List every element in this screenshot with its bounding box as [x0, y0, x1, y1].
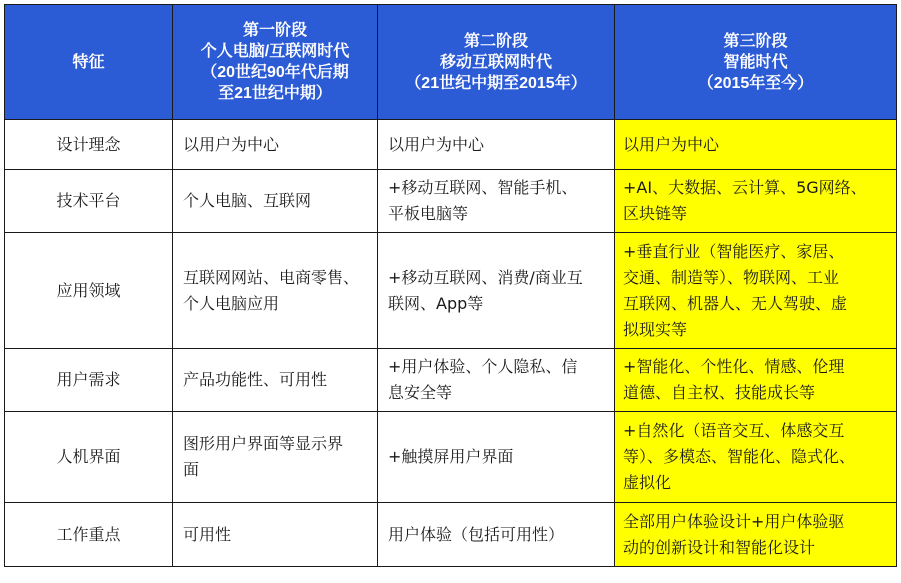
row-feature: 应用领域: [5, 233, 173, 349]
header-stage-1-line: 个人电脑/互联网时代: [200, 43, 350, 60]
stage-2-cell: +触摸屏用户界面: [378, 412, 615, 503]
stage-1-cell: 可用性: [173, 503, 378, 567]
stage-1-cell: 图形用户界面等显示界 面: [173, 412, 378, 503]
header-stage-1-line: （20世纪90年代后期: [201, 64, 349, 81]
table-row: [5, 349, 897, 412]
table-row: [5, 503, 897, 567]
header-feature: 特征: [5, 5, 173, 120]
stage-3-cell: +自然化（语音交互、体感交互 等）、多模态、智能化、隐式化、 虚拟化: [615, 412, 897, 503]
stage-3-cell: +智能化、个性化、情感、伦理 道德、自主权、技能成长等: [615, 349, 897, 412]
stage-3-cell: 以用户为中心: [615, 120, 897, 170]
stage-2-cell: 用户体验（包括可用性）: [378, 503, 615, 567]
table-row: [5, 412, 897, 503]
stage-2-cell: +用户体验、个人隐私、信 息安全等: [378, 349, 615, 412]
stage-comparison-table: [4, 4, 897, 567]
header-stage-3: [615, 5, 897, 120]
stage-3-cell: +AI、大数据、云计算、5G网络、 区块链等: [615, 170, 897, 233]
stage-1-cell: 互联网网站、电商零售、 个人电脑应用: [173, 233, 378, 349]
header-stage-1-line: 至21世纪中期）: [218, 85, 332, 102]
stage-1-cell: 个人电脑、互联网: [173, 170, 378, 233]
header-stage-2: [378, 5, 615, 120]
header-stage-2-line: （21世纪中期至2015年）: [405, 74, 587, 92]
stage-2-cell: 以用户为中心: [378, 120, 615, 170]
stage-1-cell: 以用户为中心: [173, 120, 378, 170]
header-stage-1-line: 第一阶段: [242, 22, 307, 39]
stage-3-cell: +垂直行业（智能医疗、家居、 交通、制造等）、物联网、工业 互联网、机器人、无人驾驶、虚 拟现实等: [615, 233, 897, 349]
table-row: [5, 233, 897, 349]
header-stage-2-line: 移动互联网时代: [439, 53, 552, 71]
row-feature: 工作重点: [5, 503, 173, 567]
header-stage-3-line: （2015年至今）: [697, 74, 814, 92]
stage-3-cell: 全部用户体验设计+用户体验驱 动的创新设计和智能化设计: [615, 503, 897, 567]
header-row: [5, 5, 897, 120]
row-feature: 用户需求: [5, 349, 173, 412]
header-stage-2-line: 第二阶段: [463, 32, 528, 50]
row-feature: 设计理念: [5, 120, 173, 170]
header-stage-1: [173, 5, 378, 120]
table-row: [5, 120, 897, 170]
row-feature: 技术平台: [5, 170, 173, 233]
header-stage-3-line: 第三阶段: [723, 32, 788, 50]
table-row: [5, 170, 897, 233]
stage-2-cell: +移动互联网、智能手机、 平板电脑等: [378, 170, 615, 233]
header-stage-3-line: 智能时代: [723, 53, 788, 71]
row-feature: 人机界面: [5, 412, 173, 503]
stage-2-cell: +移动互联网、消费/商业互 联网、App等: [378, 233, 615, 349]
stage-1-cell: 产品功能性、可用性: [173, 349, 378, 412]
